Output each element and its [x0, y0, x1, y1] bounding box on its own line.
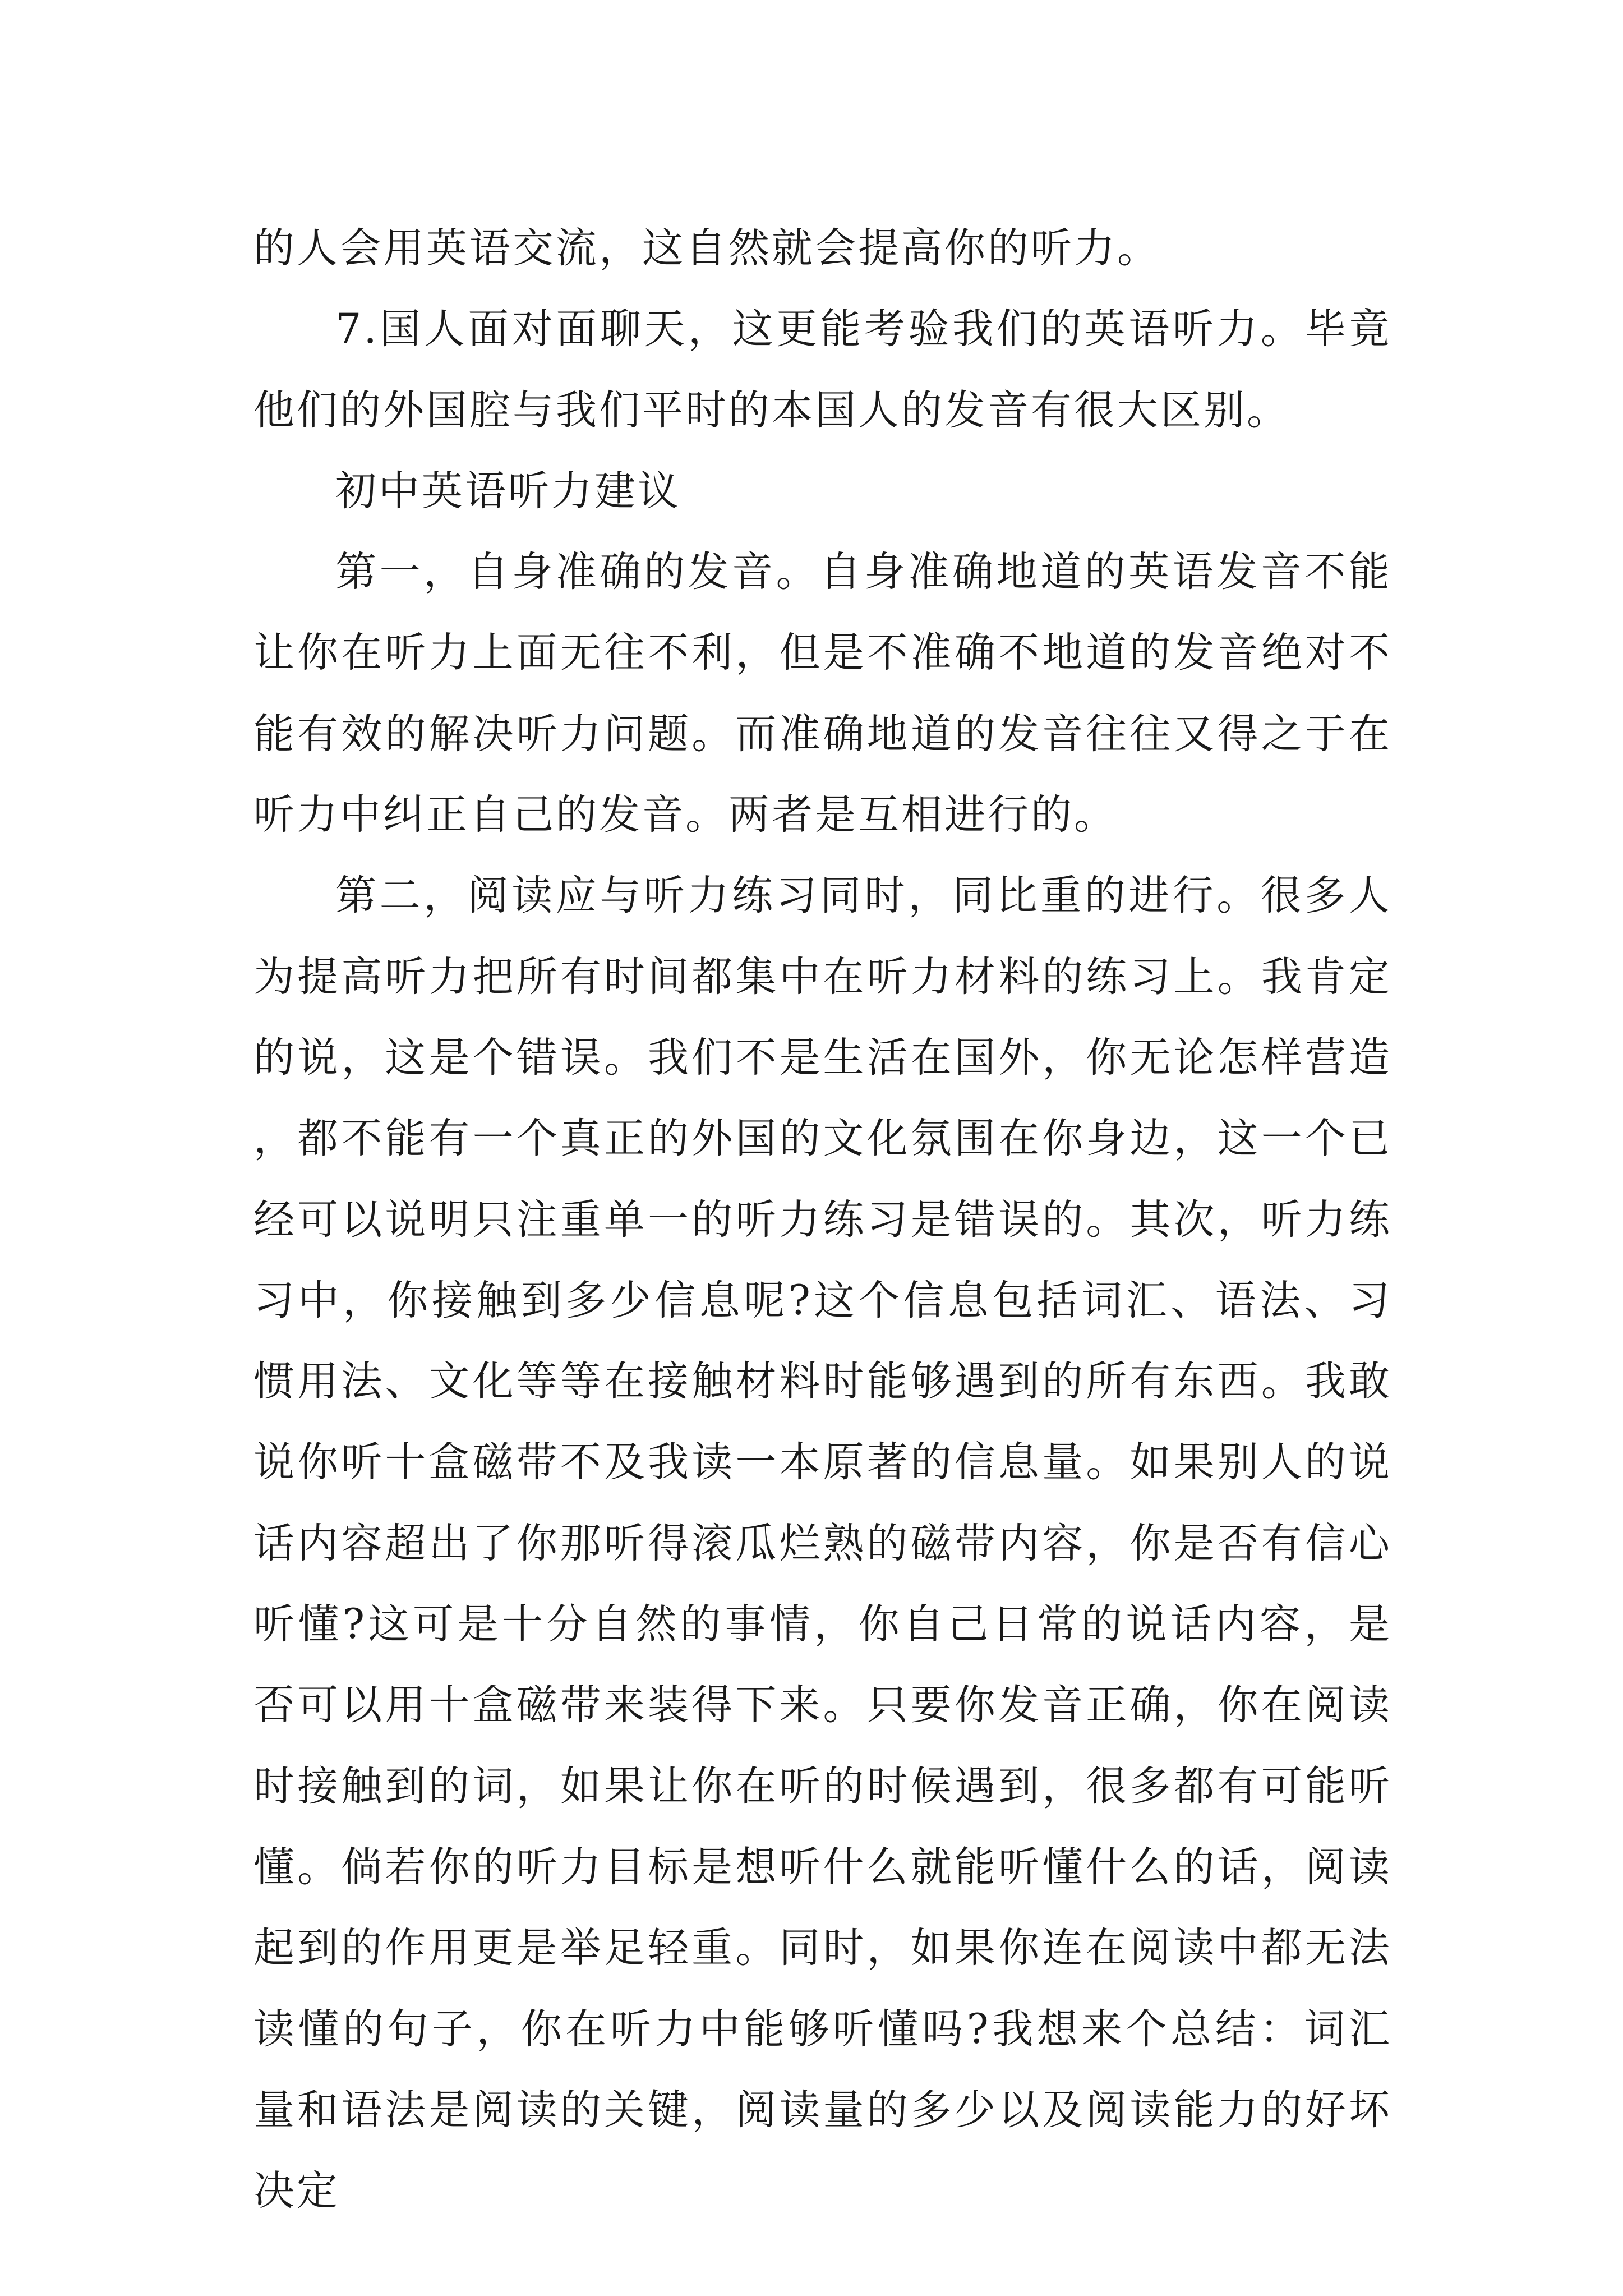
- paragraph-continuation: 的人会用英语交流，这自然就会提高你的听力。: [253, 224, 1160, 272]
- body-text: [253, 208, 1392, 2231]
- paragraph-item-7: 7.国人面对面聊天，这更能考验我们的英语听力。毕竟他们的外国腔与我们平时的本国人的发音有很大区别。: [253, 305, 1392, 434]
- paragraph-first-suggestion: 第一，自身准确的发音。自身准确地道的英语发音不能让你在听力上面无往不利，但是不准确不地道的发音绝对不能有效的解决听力问题。而准确地道的发音往往又得之于在听力中纠正自己的发音。两者是互相进行的。: [253, 548, 1392, 839]
- section-heading: 初中英语听力建议: [335, 467, 681, 515]
- paragraph-second-suggestion: 第二，阅读应与听力练习同时，同比重的进行。很多人为提高听力把所有时间都集中在听力材料的练习上。我肯定的说，这是个错误。我们不是生活在国外，你无论怎样营造，都不能有一个真正的外国的文化氛围在你身边，这一个已经可以说明只注重单一的听力练习是错误的。其次，听力练习中，你接触到多少信息呢?这个信息包括词汇、语法、习惯用法、文化等等在接触材料时能够遇到的所有东西。我敢说你听十盒磁带不及我读一本原著的信息量。如果别人的说话内容超出了你那听得滚瓜烂熟的磁带内容，你是否有信心听懂?这可是十分自然的事情，你自己日常的说话内容，是否可以用十盒磁带来装得下来。只要你发音正确，你在阅读时接触到的词，如果让你在听的时候遇到，很多都有可能听懂。倘若你的听力目标是想听什么就能听懂什么的话，阅读起到的作用更是举足轻重。同时，如果你连在阅读中都无法读懂的句子，你在听力中能够听懂吗?我想来个总结：词汇量和语法是阅读的关键，阅读量的多少以及阅读能力的好坏决定: [253, 872, 1392, 2215]
